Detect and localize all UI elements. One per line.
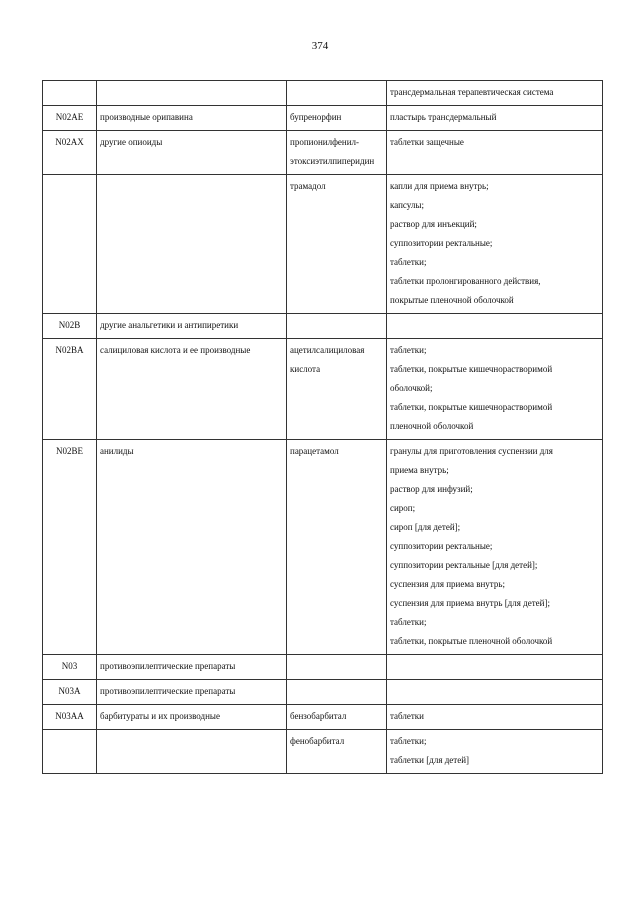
group-name-cell bbox=[97, 730, 287, 774]
drug-name-cell: бупренорфин bbox=[287, 106, 387, 131]
dosage-form: трансдермальная терапевтическая система bbox=[390, 87, 554, 97]
table-row bbox=[43, 81, 603, 106]
dosage-forms-cell bbox=[387, 175, 603, 314]
dosage-form: приема внутрь; bbox=[390, 465, 449, 475]
dosage-form: таблетки; bbox=[390, 345, 427, 355]
drug-name-cell: трамадол bbox=[287, 175, 387, 314]
dosage-form: суппозитории ректальные; bbox=[390, 238, 493, 248]
atc-code-cell: N02BE bbox=[43, 440, 97, 655]
drug-name-cell: бензобарбитал bbox=[287, 705, 387, 730]
dosage-forms-cell bbox=[387, 131, 603, 175]
dosage-form: сироп; bbox=[390, 503, 416, 513]
dosage-forms-cell bbox=[387, 314, 603, 339]
drug-name-cell bbox=[287, 655, 387, 680]
dosage-form: капли для приема внутрь; bbox=[390, 181, 489, 191]
atc-code-cell: N02AE bbox=[43, 106, 97, 131]
dosage-forms-cell bbox=[387, 705, 603, 730]
dosage-form: таблетки пролонгированного действия, bbox=[390, 276, 541, 286]
table-row bbox=[43, 655, 603, 680]
dosage-form: гранулы для приготовления суспензии для bbox=[390, 446, 553, 456]
drug-table bbox=[42, 80, 603, 774]
group-name-cell bbox=[97, 81, 287, 106]
dosage-form: таблетки защечные bbox=[390, 137, 464, 147]
group-name-cell bbox=[97, 175, 287, 314]
dosage-form: раствор для инфузий; bbox=[390, 484, 473, 494]
dosage-forms-cell bbox=[387, 81, 603, 106]
group-name-cell: производные орипавина bbox=[97, 106, 287, 131]
group-name-cell: барбитураты и их производные bbox=[97, 705, 287, 730]
dosage-form: капсулы; bbox=[390, 200, 424, 210]
table-row bbox=[43, 705, 603, 730]
table-row bbox=[43, 106, 603, 131]
dosage-form: пленочной оболочкой bbox=[390, 421, 474, 431]
group-name-cell: противоэпилептические препараты bbox=[97, 655, 287, 680]
group-name-cell: противоэпилептические препараты bbox=[97, 680, 287, 705]
group-name-cell: другие анальгетики и антипиретики bbox=[97, 314, 287, 339]
dosage-form: пластырь трансдермальный bbox=[390, 112, 497, 122]
drug-name-cell: фенобарбитал bbox=[287, 730, 387, 774]
dosage-form: таблетки; bbox=[390, 617, 427, 627]
table-row bbox=[43, 680, 603, 705]
dosage-form: оболочкой; bbox=[390, 383, 433, 393]
dosage-form: покрытые пленочной оболочкой bbox=[390, 295, 514, 305]
atc-code-cell bbox=[43, 81, 97, 106]
table-row bbox=[43, 339, 603, 440]
dosage-form: суспензия для приема внутрь; bbox=[390, 579, 505, 589]
dosage-forms-cell bbox=[387, 730, 603, 774]
group-name-cell: другие опиоиды bbox=[97, 131, 287, 175]
drug-name-cell bbox=[287, 680, 387, 705]
atc-code-cell bbox=[43, 175, 97, 314]
dosage-form: суспензия для приема внутрь [для детей]; bbox=[390, 598, 550, 608]
group-name-cell: салициловая кислота и ее производные bbox=[97, 339, 287, 440]
dosage-forms-cell bbox=[387, 106, 603, 131]
dosage-form: сироп [для детей]; bbox=[390, 522, 461, 532]
page-number: 374 bbox=[311, 40, 329, 52]
drug-name-cell: пропионилфенил- этоксиэтилпиперидин bbox=[287, 131, 387, 175]
table-row bbox=[43, 440, 603, 655]
atc-code-cell: N03A bbox=[43, 680, 97, 705]
atc-code-cell: N03 bbox=[43, 655, 97, 680]
dosage-form: таблетки [для детей] bbox=[390, 755, 470, 765]
atc-code-cell: N02AX bbox=[43, 131, 97, 175]
group-name-cell: анилиды bbox=[97, 440, 287, 655]
dosage-forms-cell bbox=[387, 339, 603, 440]
drug-name-cell: парацетамол bbox=[287, 440, 387, 655]
dosage-form: раствор для инъекций; bbox=[390, 219, 477, 229]
dosage-form: таблетки, покрытые пленочной оболочкой bbox=[390, 636, 553, 646]
drug-name-cell: ацетилсалициловая кислота bbox=[287, 339, 387, 440]
table-row bbox=[43, 175, 603, 314]
table-row bbox=[43, 730, 603, 774]
dosage-form: таблетки; bbox=[390, 736, 427, 746]
dosage-form: суппозитории ректальные [для детей]; bbox=[390, 560, 538, 570]
atc-code-cell: N02B bbox=[43, 314, 97, 339]
table-row bbox=[43, 131, 603, 175]
dosage-forms-cell bbox=[387, 680, 603, 705]
dosage-forms-cell bbox=[387, 655, 603, 680]
dosage-form: суппозитории ректальные; bbox=[390, 541, 493, 551]
table-row bbox=[43, 314, 603, 339]
drug-name-cell bbox=[287, 81, 387, 106]
drug-name-cell bbox=[287, 314, 387, 339]
atc-code-cell: N03AA bbox=[43, 705, 97, 730]
dosage-form: таблетки, покрытые кишечнорастворимой bbox=[390, 402, 553, 412]
atc-code-cell bbox=[43, 730, 97, 774]
dosage-form: таблетки bbox=[390, 711, 425, 721]
atc-code-cell: N02BA bbox=[43, 339, 97, 440]
dosage-forms-cell bbox=[387, 440, 603, 655]
dosage-form: таблетки, покрытые кишечнорастворимой bbox=[390, 364, 553, 374]
dosage-form: таблетки; bbox=[390, 257, 427, 267]
